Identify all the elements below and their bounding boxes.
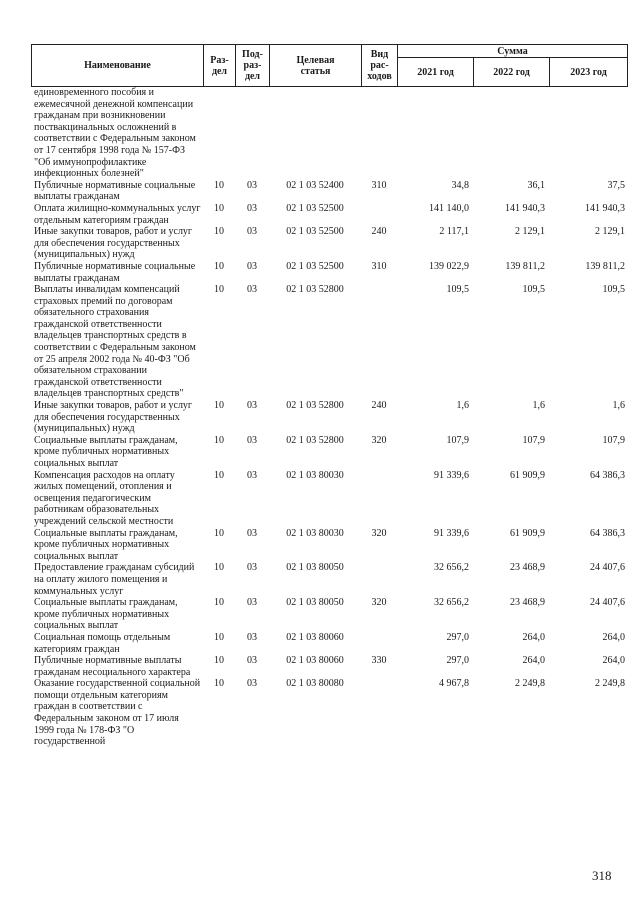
cell-name: Публичные нормативные выплаты гражданам несоциального характера	[34, 655, 191, 678]
cell-vid: 320	[371, 597, 387, 609]
cell-2023: 109,5	[602, 284, 625, 296]
cell-2021: 32 656,2	[434, 597, 469, 609]
cell-razdel: 10	[214, 655, 224, 667]
cell-razdel: 10	[214, 400, 224, 412]
cell-razdel: 10	[214, 434, 224, 446]
table-row	[31, 284, 627, 400]
table-row	[31, 261, 627, 284]
cell-2021	[397, 87, 473, 180]
cell-razdel: 10	[214, 631, 224, 643]
table-row	[31, 597, 627, 632]
header-target: Целевая статья	[270, 45, 362, 87]
cell-target: 02 1 03 52500	[286, 202, 344, 214]
cell-target: 02 1 03 80050	[286, 562, 344, 574]
cell-2023: 264,0	[602, 631, 625, 643]
cell-2021: 1,6	[456, 400, 469, 412]
header-year-2023: 2023 год	[550, 58, 628, 87]
cell-name: Социальная помощь отдельным категориям граждан	[34, 631, 171, 655]
cell-2021: 107,9	[446, 434, 469, 446]
cell-podrazdel: 03	[247, 597, 257, 609]
cell-2022: 61 909,9	[510, 469, 545, 481]
cell-razdel: 10	[214, 597, 224, 609]
cell-vid: 330	[371, 655, 387, 667]
cell-target: 02 1 03 52800	[286, 284, 344, 296]
cell-2021: 297,0	[446, 631, 469, 643]
cell-razdel: 10	[214, 226, 224, 238]
cell-vid: 320	[371, 527, 387, 539]
header-sum: Сумма	[398, 45, 628, 58]
cell-2022: 2 249,8	[515, 678, 545, 690]
cell-razdel: 10	[214, 527, 224, 539]
cell-2022: 109,5	[522, 284, 545, 296]
header-year-2021: 2021 год	[398, 58, 474, 87]
table-row	[31, 87, 627, 180]
cell-target: 02 1 03 80030	[286, 527, 344, 539]
cell-2023: 2 249,8	[595, 678, 625, 690]
cell-name: Социальные выплаты гражданам, кроме публичных нормативных социальных выплат	[34, 527, 178, 562]
cell-target: 02 1 03 52500	[286, 260, 344, 272]
cell-podrazdel	[235, 87, 269, 180]
cell-2022: 23 468,9	[510, 597, 545, 609]
cell-vid	[361, 678, 397, 748]
cell-target: 02 1 03 52400	[286, 179, 344, 191]
cell-podrazdel: 03	[247, 562, 257, 574]
cell-2022: 1,6	[532, 400, 545, 412]
table-row	[31, 655, 627, 678]
header-year-2022: 2022 год	[474, 58, 550, 87]
cell-name: Оплата жилищно-коммунальных услуг отдельным категориям граждан	[34, 202, 201, 226]
cell-2021: 34,8	[451, 179, 469, 191]
cell-vid	[361, 562, 397, 597]
cell-2023: 2 129,1	[595, 226, 625, 238]
cell-razdel: 10	[214, 284, 224, 296]
cell-target: 02 1 03 80060	[286, 655, 344, 667]
cell-razdel: 10	[214, 260, 224, 272]
header-vid: Вид рас- ходов	[362, 45, 398, 87]
table-row	[31, 528, 627, 563]
cell-name: Публичные нормативные социальные выплаты гражданам	[34, 260, 196, 284]
cell-razdel: 10	[214, 179, 224, 191]
cell-razdel: 10	[214, 562, 224, 574]
cell-2021: 91 339,6	[434, 527, 469, 539]
table-row	[31, 400, 627, 435]
cell-2022: 107,9	[522, 434, 545, 446]
table-row	[31, 203, 627, 226]
cell-2023: 139 811,2	[585, 260, 625, 272]
cell-razdel: 10	[214, 202, 224, 214]
cell-name: Социальные выплаты гражданам, кроме публичных нормативных социальных выплат	[34, 434, 178, 469]
cell-2022	[473, 87, 549, 180]
cell-podrazdel: 03	[247, 284, 257, 296]
table-row	[31, 180, 627, 203]
table-row	[31, 562, 627, 597]
header-podrazdel: Под- раз- дел	[236, 45, 270, 87]
cell-vid	[361, 87, 397, 180]
table-row	[31, 632, 627, 655]
cell-vid	[361, 470, 397, 528]
cell-target: 02 1 03 80050	[286, 597, 344, 609]
cell-2022: 141 940,3	[505, 202, 545, 214]
cell-2022: 2 129,1	[515, 226, 545, 238]
cell-2023: 107,9	[602, 434, 625, 446]
cell-2023: 24 407,6	[590, 562, 625, 574]
cell-name: Выплаты инвалидам компенсаций страховых премий по договорам обязательного страхования гражданской ответственности владельцев транспортных средств в соответствии с Федеральным законом от 25 апреля 2002 года № 40-ФЗ "Об обязательном страховании гражданской ответственности владельцев транспортных средств"	[34, 284, 196, 400]
cell-name: единовременного пособия и ежемесячной денежной компенсации гражданам при возникновении поствакцинальных осложнений в соответствии с Федеральным законом от 17 сентября 1998 года № 157-ФЗ "Об иммунопрофилактике инфекционных болезней"	[34, 87, 196, 180]
cell-vid: 310	[371, 260, 387, 272]
cell-vid: 320	[371, 434, 387, 446]
cell-2023: 24 407,6	[590, 597, 625, 609]
cell-2023: 1,6	[612, 400, 625, 412]
cell-2021: 109,5	[446, 284, 469, 296]
cell-vid	[361, 203, 397, 226]
cell-podrazdel: 03	[247, 434, 257, 446]
cell-2021: 2 117,1	[439, 226, 469, 238]
cell-podrazdel: 03	[247, 400, 257, 412]
cell-2023: 64 386,3	[590, 469, 625, 481]
cell-name: Иные закупки товаров, работ и услуг для обеспечения государственных (муниципальных) нужд	[34, 400, 193, 435]
table-row	[31, 470, 627, 528]
cell-vid: 310	[371, 179, 387, 191]
cell-target: 02 1 03 52800	[286, 400, 344, 412]
cell-2022: 139 811,2	[505, 260, 545, 272]
cell-podrazdel: 03	[247, 678, 257, 690]
cell-vid	[361, 284, 397, 400]
table-header	[31, 44, 628, 87]
cell-2021: 32 656,2	[434, 562, 469, 574]
cell-name: Социальные выплаты гражданам, кроме публичных нормативных социальных выплат	[34, 597, 178, 632]
budget-table	[31, 87, 627, 748]
cell-podrazdel: 03	[247, 527, 257, 539]
table-row	[31, 678, 627, 748]
cell-target: 02 1 03 80030	[286, 469, 344, 481]
cell-2021: 4 967,8	[439, 678, 469, 690]
cell-name: Оказание государственной социальной помощи отдельным категориям граждан в соответствии с Федеральным законом от 17 июля 1999 года № 178-ФЗ "О государственной	[34, 678, 201, 748]
cell-podrazdel: 03	[247, 655, 257, 667]
cell-podrazdel: 03	[247, 226, 257, 238]
table-row	[31, 435, 627, 470]
cell-podrazdel: 03	[247, 179, 257, 191]
cell-target: 02 1 03 52800	[286, 434, 344, 446]
cell-2022: 36,1	[527, 179, 545, 191]
cell-2021: 139 022,9	[429, 260, 469, 272]
cell-podrazdel: 03	[247, 631, 257, 643]
cell-2023: 141 940,3	[585, 202, 625, 214]
cell-name: Иные закупки товаров, работ и услуг для обеспечения государственных (муниципальных) нужд	[34, 226, 193, 261]
cell-2021: 297,0	[446, 655, 469, 667]
cell-target	[269, 87, 361, 180]
cell-2021: 91 339,6	[434, 469, 469, 481]
cell-2022: 264,0	[522, 655, 545, 667]
header-razdel: Раз- дел	[204, 45, 236, 87]
cell-2022: 61 909,9	[510, 527, 545, 539]
table-row	[31, 226, 627, 261]
cell-target: 02 1 03 80060	[286, 631, 344, 643]
cell-2023: 37,5	[607, 179, 625, 191]
cell-razdel: 10	[214, 469, 224, 481]
cell-2023	[549, 87, 627, 180]
cell-name: Публичные нормативные социальные выплаты гражданам	[34, 179, 196, 203]
cell-podrazdel: 03	[247, 202, 257, 214]
cell-2023: 64 386,3	[590, 527, 625, 539]
page-number: 318	[592, 868, 612, 883]
cell-2022: 23 468,9	[510, 562, 545, 574]
cell-razdel: 10	[214, 678, 224, 690]
cell-podrazdel: 03	[247, 469, 257, 481]
cell-2023: 264,0	[602, 655, 625, 667]
cell-2021: 141 140,0	[429, 202, 469, 214]
cell-razdel	[203, 87, 235, 180]
cell-name: Предоставление гражданам субсидий на оплату жилого помещения и коммунальных услуг	[34, 562, 195, 597]
cell-2022: 264,0	[522, 631, 545, 643]
cell-target: 02 1 03 52500	[286, 226, 344, 238]
cell-podrazdel: 03	[247, 260, 257, 272]
cell-target: 02 1 03 80080	[286, 678, 344, 690]
cell-vid: 240	[371, 226, 387, 238]
cell-name: Компенсация расходов на оплату жилых помещений, отопления и освещения педагогическим работникам образовательных учреждений сельской местности	[34, 469, 175, 527]
header-name: Наименование	[32, 45, 204, 87]
cell-vid: 240	[371, 400, 387, 412]
cell-vid	[361, 632, 397, 655]
